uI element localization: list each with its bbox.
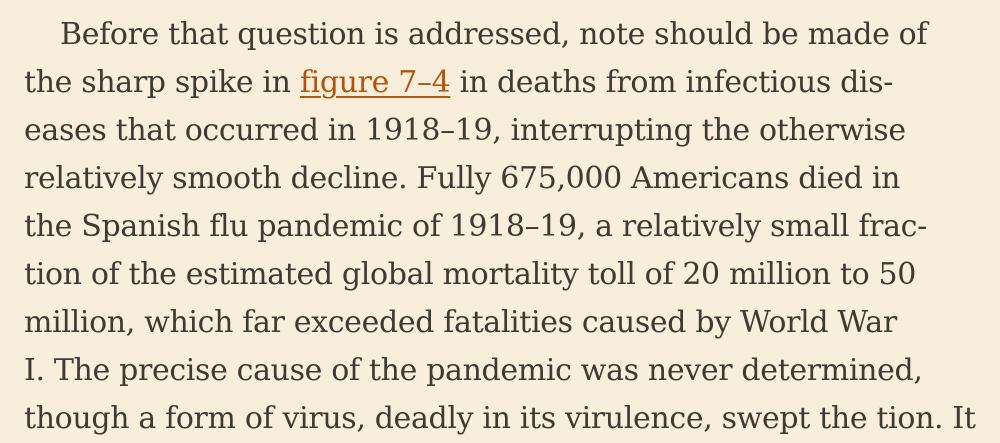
paragraph-line-3: eases that occurred in 1918–19, interrupting the otherwise (24, 113, 906, 148)
paragraph-line-4: relatively smooth decline. Fully 675,000 Americans died in (24, 161, 901, 196)
reader-page (24, 0, 984, 436)
paragraph-line-5: the Spanish flu pandemic of 1918–19, a relatively small frac- (24, 209, 927, 244)
line-2-text-start: the sharp spike in (24, 65, 300, 100)
figure-7-4-link[interactable]: figure 7–4 (299, 65, 451, 100)
paragraph-line-1: Before that question is addressed, note should be made of (60, 17, 928, 52)
paragraph-line-7: million, which far exceeded fatalities caused by World War (24, 305, 897, 340)
paragraph-line-6: tion of the estimated global mortality toll of 20 million to 50 (24, 257, 916, 292)
paragraph-line-9-partial: though a form of virus, deadly in its virulence, swept the tion. It (24, 401, 976, 436)
paragraph-line-8: I. The precise cause of the pandemic was never determined, (24, 353, 923, 388)
line-2-text-end: in deaths from infectious dis- (450, 65, 894, 100)
paragraph-line-2 (24, 59, 893, 107)
